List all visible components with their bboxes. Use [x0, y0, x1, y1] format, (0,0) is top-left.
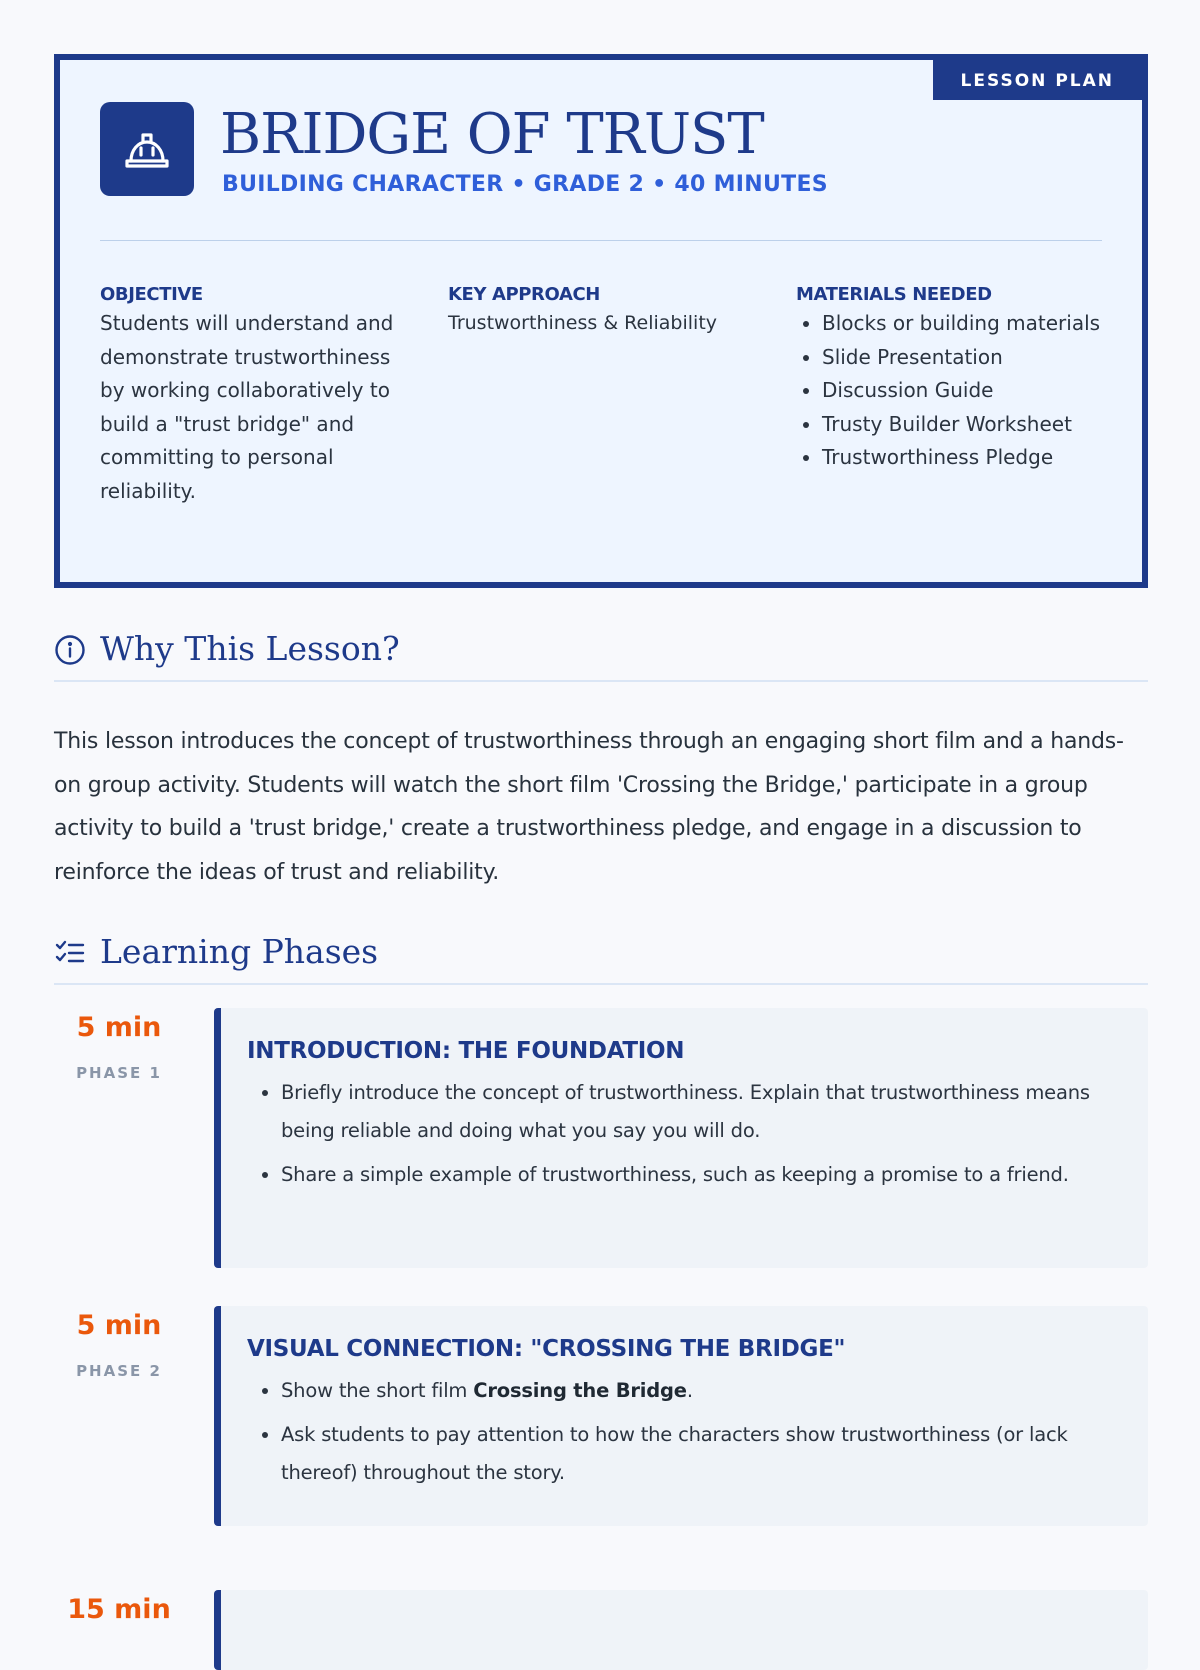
phase-bullet [281, 1372, 1108, 1410]
material-item: • Slide Presentation [822, 341, 1108, 375]
checklist-icon [54, 937, 86, 969]
phase-number: PHASE 2 [76, 1362, 162, 1380]
why-section-text: This lesson introduces the concept of trustworthiness through an engaging short film and a hands-on group activity. Students will watch the short film 'Crossing the Bridge,' participate in a group activity to build a 'trust bridge,' create a trustworthiness pledge, and engage in a discussion to reinforce the ideas of trust and reliability. [54, 729, 1124, 885]
phase-title: INTRODUCTION: THE FOUNDATION [247, 1038, 685, 1064]
logo-badge [100, 102, 194, 196]
phase-number: PHASE 1 [76, 1064, 162, 1082]
phases-section-header [54, 929, 1148, 985]
phase-time: 5 min [76, 1012, 162, 1043]
phase-bullets [247, 1074, 1108, 1194]
info-circle-icon [54, 634, 86, 666]
materials-label: MATERIALS NEEDED [796, 284, 992, 305]
phase-card [214, 1306, 1148, 1526]
lesson-title: BRIDGE OF TRUST [220, 102, 764, 167]
phase-3 [54, 1590, 1148, 1670]
material-item: • Trustworthiness Pledge [822, 441, 1108, 475]
objective-label: OBJECTIVE [100, 284, 203, 305]
phase-time: 5 min [76, 1310, 162, 1341]
hard-hat-icon [122, 124, 172, 174]
phase-bullet: • Briefly introduce the concept of trustworthiness. Explain that trustworthiness means being reliable and doing what you say you will do. [281, 1074, 1108, 1150]
materials-column [796, 284, 1108, 475]
material-item: • Discussion Guide [822, 374, 1108, 408]
phase-title: VISUAL CONNECTION: "CROSSING THE BRIDGE" [247, 1336, 846, 1362]
lesson-header-card [54, 54, 1148, 588]
objective-text: Students will understand and demonstrate trustworthiness by working collaboratively to build a "trust bridge" and committing to personal reliability. [100, 311, 394, 503]
materials-list [796, 307, 1108, 475]
phase-card [214, 1008, 1148, 1268]
why-section-header [54, 626, 1148, 682]
phase-1 [54, 1008, 1148, 1268]
phase-time: 15 min [67, 1594, 171, 1625]
phase-card [214, 1590, 1148, 1670]
header-divider [100, 240, 1102, 241]
lesson-plan-page [54, 54, 1148, 1625]
bullet-text: . [686, 1379, 693, 1402]
material-item: • Blocks or building materials [822, 307, 1108, 341]
lesson-plan-tag: LESSON PLAN [933, 60, 1142, 100]
objective-column [100, 284, 400, 508]
why-section-title: Why This Lesson? [100, 629, 400, 668]
material-item: • Trusty Builder Worksheet [822, 408, 1108, 442]
approach-text: Trustworthiness & Reliability [448, 312, 718, 334]
phases-section-title: Learning Phases [100, 932, 379, 971]
phase-bullet: • Share a simple example of trustworthiness, such as keeping a promise to a friend. [281, 1156, 1108, 1194]
approach-column [448, 284, 758, 341]
phase-bullet: • Ask students to pay attention to how the characters show trustworthiness (or lack thereof) throughout the story. [281, 1416, 1108, 1492]
lesson-subtitle: BUILDING CHARACTER • GRADE 2 • 40 MINUTES [222, 172, 828, 197]
approach-label: KEY APPROACH [448, 284, 600, 305]
phase-2 [54, 1306, 1148, 1526]
bullet-text: Show the short film [281, 1379, 474, 1402]
film-title: Crossing the Bridge [473, 1379, 687, 1402]
phase-bullets [247, 1372, 1108, 1492]
